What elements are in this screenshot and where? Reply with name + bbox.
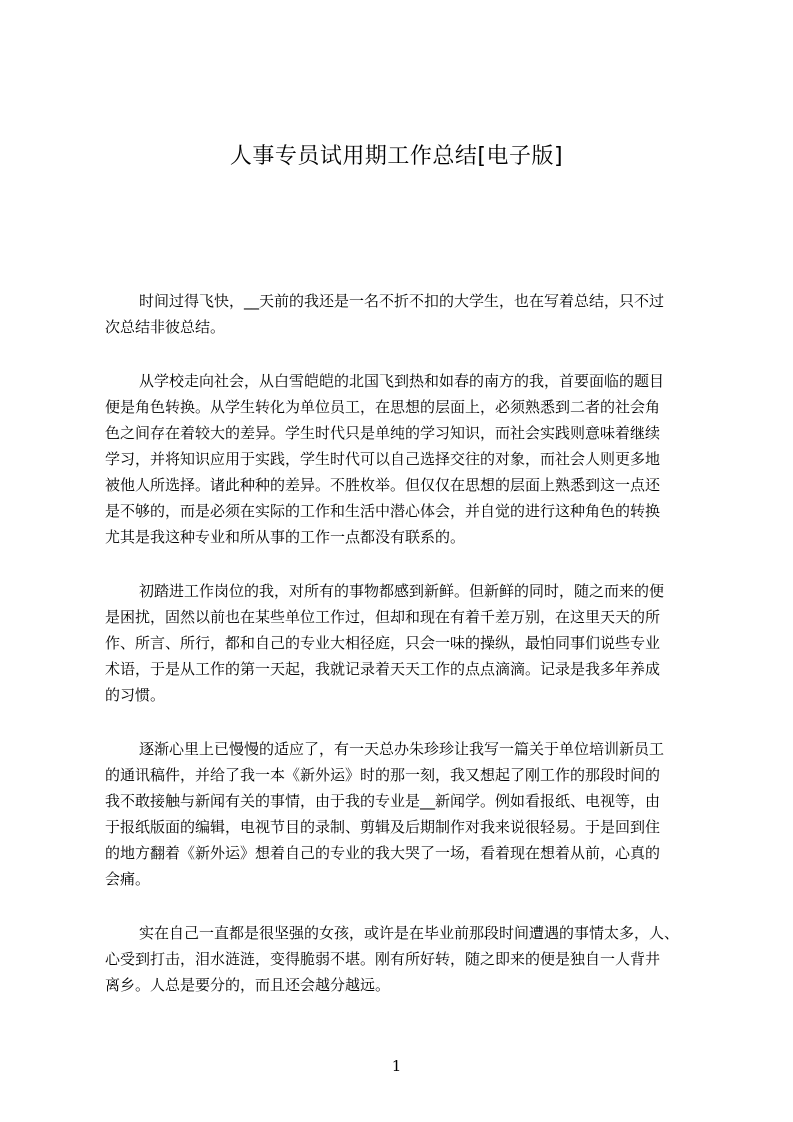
paragraph-line: 初踏进工作岗位的我，对所有的事物都感到新鲜。但新鲜的同时，随之而来的便 [139,582,665,600]
paragraph-line: 心受到打击，泪水涟涟，变得脆弱不堪。刚有所好转，随之即来的便是独自一人背井 [105,950,661,968]
paragraph-line: 的通讯稿件，并给了我一本《新外运》时的那一刻，我又想起了刚工作的那段时间的 [105,766,661,784]
paragraph-line: 我不敢接触与新闻有关的事情，由于我的专业是__新闻学。例如看报纸、电视等，由 [105,792,661,810]
paragraph-line: 逐渐心里上已慢慢的适应了，有一天总办朱珍珍让我写一篇关于单位培训新员工 [139,740,665,758]
paragraph-5 [105,920,701,998]
paragraph-3 [105,578,701,708]
paragraph-line: 离乡。人总是要分的，而且还会越分越远。 [105,976,391,994]
paragraph-line: 的地方翻着《新外运》想着自己的专业的我大哭了一场，看着现在想着从前，心真的 [105,844,661,862]
page-number: 1 [391,1057,402,1075]
paragraph-line: 于报纸版面的编辑，电视节目的录制、剪辑及后期制作对我来说很轻易。于是回到住 [105,818,661,836]
paragraph-line: 时间过得飞快，__天前的我还是一名不折不扣的大学生，也在写着总结，只不过 [139,292,665,310]
paragraph-line: 色之间存在着较大的差异。学生时代只是单纯的学习知识，而社会实践则意味着继续 [105,424,661,442]
paragraph-line: 次总结非彼总结。 [105,318,226,336]
paragraph-1 [105,288,701,340]
paragraph-line: 术语，于是从工作的第一天起，我就记录着天天工作的点点滴滴。记录是我多年养成 [105,660,661,678]
paragraph-line: 尤其是我这种专业和所从事的工作一点都没有联系的。 [105,528,466,546]
paragraph-4 [105,736,701,892]
document-body [105,288,701,1026]
paragraph-line: 是困扰，固然以前也在某些单位工作过，但却和现在有着千差万别，在这里天天的所 [105,608,661,626]
paragraph-line: 实在自己一直都是很坚强的女孩，或许是在毕业前那段时间遭遇的事情太多，人、 [139,924,680,942]
document-title: 人事专员试用期工作总结[电子版] [229,144,564,169]
paragraph-line: 作、所言、所行，都和自己的专业大相径庭，只会一味的操纵，最怕同事们说些专业 [105,634,661,652]
paragraph-line: 学习，并将知识应用于实践，学生时代可以自己选择交往的对象，而社会人则更多地 [105,450,661,468]
paragraph-line: 便是角色转换。从学生转化为单位员工，在思想的层面上，必须熟悉到二者的社会角 [105,398,661,416]
paragraph-line: 从学校走向社会，从白雪皑皑的北国飞到热和如春的南方的我，首要面临的题目 [139,372,665,390]
paragraph-line: 会痛。 [105,870,151,888]
paragraph-line: 是不够的，而是必须在实际的工作和生活中潜心体会，并自觉的进行这种角色的转换 [105,502,661,520]
paragraph-2 [105,368,701,550]
paragraph-line: 的习惯。 [105,686,166,704]
paragraph-line: 被他人所选择。诸此种种的差异。不胜枚举。但仅仅在思想的层面上熟悉到这一点还 [105,476,661,494]
